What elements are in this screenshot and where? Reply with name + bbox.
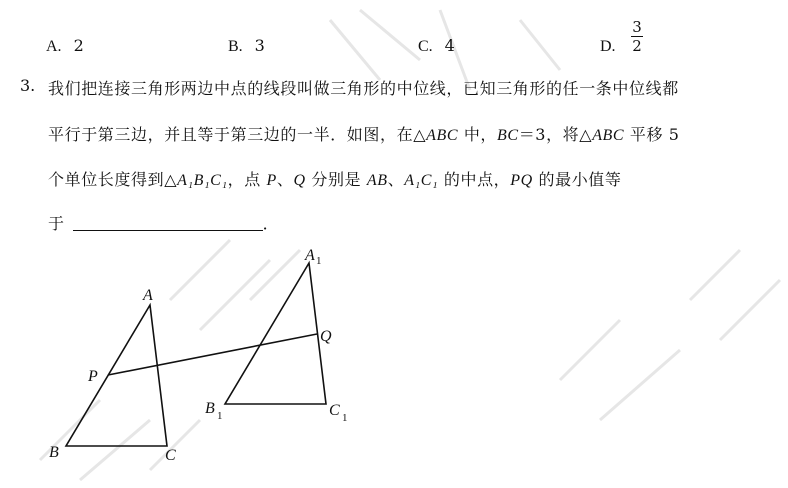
math-a1c1: A₁C₁	[404, 172, 439, 189]
text: 个单位长度得到△	[48, 170, 178, 189]
choice-letter: B.	[228, 38, 243, 55]
label-b1: B	[205, 400, 215, 417]
label-q: Q	[320, 328, 332, 345]
triangle-figure	[0, 240, 788, 488]
text: 、	[276, 170, 294, 189]
math-bc: BC	[497, 127, 519, 144]
choice-b	[228, 36, 265, 56]
label-a1: A	[305, 247, 315, 264]
math-a1b1c1: A₁B₁C₁	[177, 172, 228, 189]
question-number: 3.	[20, 76, 36, 95]
math-ab: AB	[366, 172, 388, 189]
math-p: P	[266, 172, 277, 189]
choice-letter: A.	[46, 38, 62, 55]
question-line-2	[48, 122, 680, 145]
label-p: P	[88, 368, 98, 385]
label-b: B	[49, 444, 59, 461]
text: 分别是	[305, 170, 367, 189]
choice-value: 4	[444, 36, 455, 55]
choice-value: 2	[73, 36, 84, 55]
choice-letter: D.	[600, 38, 616, 55]
text: 平行于第三边，并且等于第三边的一半．如图，在△	[48, 125, 427, 144]
choice-a	[46, 36, 84, 56]
label-a1-subscript: 1	[316, 255, 322, 267]
question-line-1	[48, 76, 679, 99]
text: ，点	[227, 170, 267, 189]
segment-pq	[108, 334, 317, 375]
text: ．	[262, 214, 280, 233]
math-abc: ABC	[426, 127, 459, 144]
answer-choices	[0, 18, 788, 70]
answer-blank[interactable]	[73, 230, 263, 231]
text: 中，	[458, 125, 498, 144]
math-pq: PQ	[510, 172, 533, 189]
choice-c	[418, 36, 455, 56]
text: 的中点，	[438, 170, 511, 189]
fraction-denominator: 2	[632, 37, 642, 55]
label-c1: C	[329, 402, 340, 419]
text: 、	[387, 170, 405, 189]
label-b1-subscript: 1	[217, 410, 223, 422]
label-a: A	[143, 287, 153, 304]
text: ＝3，将△	[518, 125, 593, 144]
label-c: C	[165, 447, 176, 464]
triangle-abc	[66, 305, 167, 446]
fraction-three-halves	[631, 18, 643, 55]
math-abc: ABC	[592, 127, 625, 144]
label-c1-subscript: 1	[342, 412, 348, 424]
choice-d	[600, 36, 616, 56]
choice-letter: C.	[418, 38, 433, 55]
text: 于	[48, 214, 65, 233]
triangle-a1b1c1	[225, 263, 326, 404]
choice-value: 3	[254, 36, 265, 55]
fraction-numerator: 3	[632, 18, 642, 36]
text: 我们把连接三角形两边中点的线段叫做三角形的中位线，已知三角形的任一条中位线都	[48, 79, 679, 98]
question-line-3	[48, 167, 622, 190]
math-q: Q	[293, 172, 306, 189]
text: 平移 5	[624, 125, 680, 144]
text: 的最小值等	[532, 170, 622, 189]
question-line-4	[48, 211, 279, 234]
